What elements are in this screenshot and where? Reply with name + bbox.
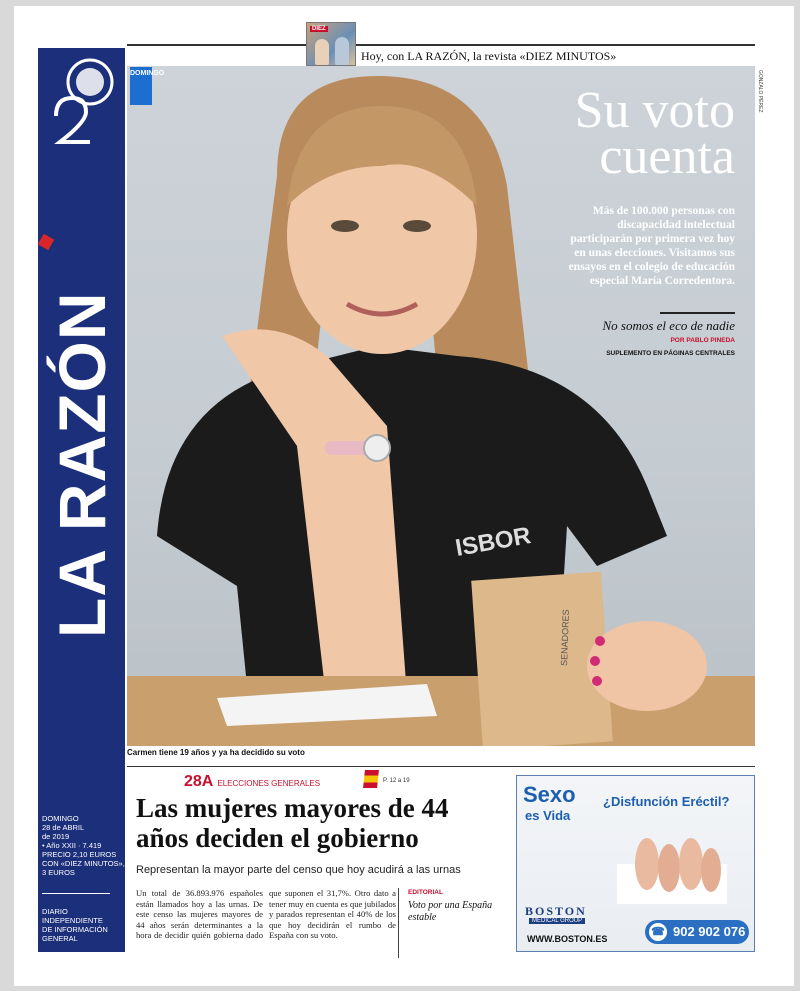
lead-kicker: [184, 773, 320, 791]
masthead-divider: [42, 893, 110, 894]
magazine-thumbnail[interactable]: [306, 22, 356, 66]
column-divider: [398, 888, 399, 958]
magazine-thumbnail-label: DIEZ: [312, 26, 326, 32]
magazine-promo[interactable]: Hoy, con LA RAZÓN, la revista «DIEZ MINUTOS»: [361, 49, 617, 63]
photo-credit: GONZALO PÉREZ: [757, 70, 763, 113]
ad-brand: BOSTON: [525, 904, 587, 918]
editorial-title[interactable]: Voto por una España estable: [408, 900, 493, 923]
cover-deck: Más de 100.000 personas con discapacidad intelectual participarán por primera vez hoy en unas elecciones. Visitamos sus ensayos en el colegio de educación especial María Corredentora.: [568, 205, 735, 287]
ad-phone-number: 902 902 076: [673, 924, 746, 939]
subfeature-supplement: SUPLEMENTO EN PÁGINAS CENTRALES: [606, 350, 735, 357]
feet-illustration-icon: [617, 834, 727, 904]
ad-line1: Sexo: [523, 782, 576, 807]
ad-line2: es Vida: [525, 808, 571, 823]
shirt-print: ISBOR: [453, 522, 533, 562]
ad-website[interactable]: WWW.BOSTON.ES: [527, 934, 608, 944]
masthead-tagline: DIARIO INDEPENDIENTE DE INFORMACIÓN GENERAL: [42, 907, 108, 943]
spain-flag-icon: [363, 770, 379, 788]
phone-icon: ☎: [649, 923, 667, 941]
section-tag-domingo: DOMINGO: [130, 67, 152, 105]
top-rule: [127, 44, 755, 46]
kicker-28a: 28A: [184, 773, 214, 790]
ad-phone[interactable]: [645, 920, 749, 944]
anniversary-20-logo: [50, 56, 116, 148]
edition-info: DOMINGO 28 de ABRIL de 2019 • Año XXII · 7.419 PRECIO 2,10 EUROS CON «DIEZ MINUTOS», 3 EUROS: [42, 814, 125, 877]
kicker-elecciones: ELECCIONES GENERALES: [217, 779, 321, 788]
boston-medical-ad[interactable]: [516, 775, 755, 952]
section-rule: [127, 766, 755, 767]
lead-subhead: Representan la mayor parte del censo que hoy acudirá a las urnas: [136, 864, 461, 876]
lead-headline[interactable]: Las mujeres mayores de 44 años deciden el gobierno: [136, 793, 449, 853]
photo-caption: Carmen tiene 19 años y ya ha decidido su voto: [127, 748, 305, 757]
subfeature-title[interactable]: No somos el eco de nadie: [602, 318, 735, 333]
lead-body: Un total de 36.893.976 españoles están llamados hoy a las urnas. De este censo las mujeres mayores de 44 años serán determinantes a la hora de decidir quién gobierna dado que suponen el 31,7%. Otro dato a tener muy en cuenta es que jubilados y parados representan el 40% de los que hoy decidirán el rumbo de España con su voto.: [136, 888, 396, 940]
cover-headline[interactable]: Su voto cuenta: [574, 82, 735, 185]
ad-brand-sub: MEDICAL GROUP: [529, 918, 585, 924]
masthead: LA RAZÓN: [38, 48, 125, 952]
subfeature-author: POR PABLO PINEDA: [670, 337, 735, 344]
ad-question: ¿Disfunción Eréctil?: [603, 794, 730, 809]
envelope-label: SENADORES: [559, 609, 571, 667]
subfeature-rule: [660, 312, 735, 314]
page-reference: P. 12 a 19: [383, 778, 410, 784]
editorial-tag: EDITORIAL: [408, 889, 443, 896]
